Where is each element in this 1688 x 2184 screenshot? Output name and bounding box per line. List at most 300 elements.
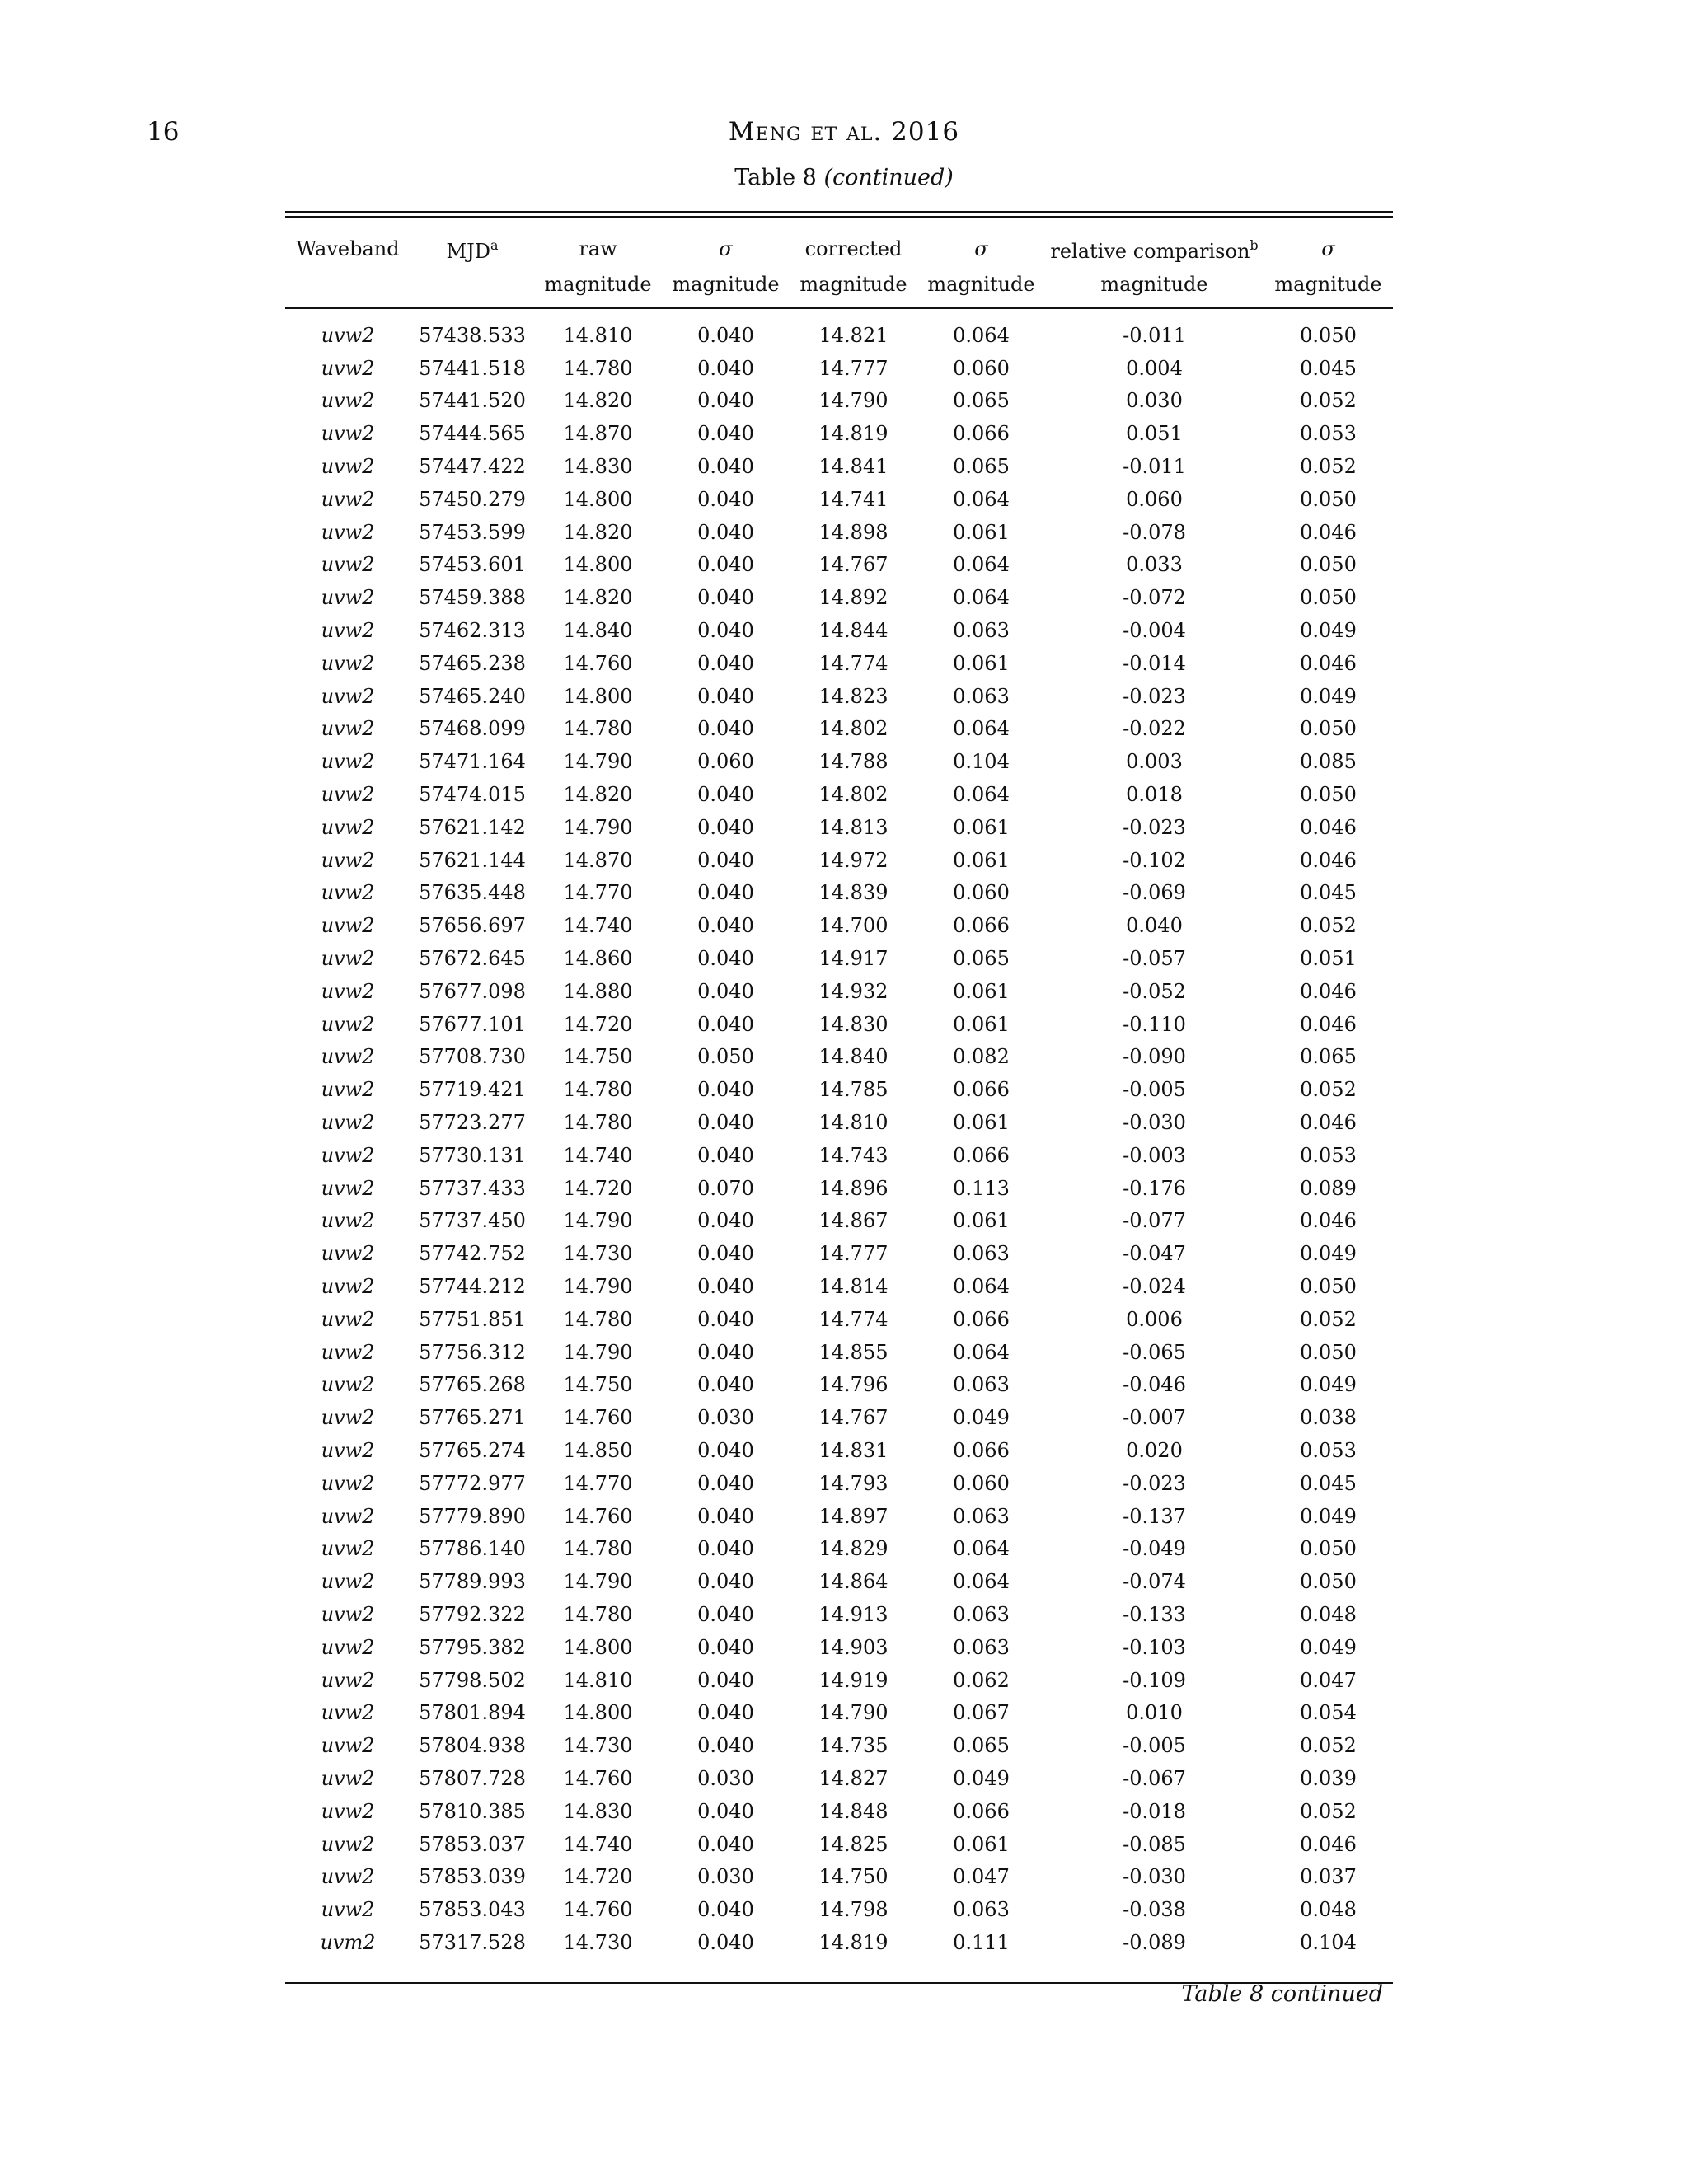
cell-relative-sigma: 0.050 xyxy=(1300,717,1357,741)
cell-waveband: uvw2 xyxy=(321,553,375,577)
cell-relative-comparison: -0.078 xyxy=(1123,520,1186,544)
cell-waveband: uvw2 xyxy=(321,1734,375,1758)
cell-relative-comparison: -0.018 xyxy=(1123,1799,1186,1823)
cell-relative-sigma: 0.052 xyxy=(1300,1307,1357,1331)
cell-mjd: 57465.240 xyxy=(419,684,526,708)
cell-waveband: uvw2 xyxy=(321,619,375,643)
cell-corrected-mag: 14.867 xyxy=(818,1209,889,1233)
cell-relative-comparison: -0.085 xyxy=(1123,1832,1186,1856)
cell-raw-mag: 14.740 xyxy=(563,1143,633,1167)
cell-raw-mag: 14.800 xyxy=(563,487,633,511)
cell-waveband: uvw2 xyxy=(321,783,375,807)
cell-mjd: 57804.938 xyxy=(419,1734,526,1758)
col-header-waveband: Waveband xyxy=(296,237,400,260)
cell-mjd: 57459.388 xyxy=(419,586,526,610)
cell-relative-sigma: 0.037 xyxy=(1300,1865,1357,1889)
cell-corrected-mag: 14.743 xyxy=(818,1143,889,1167)
cell-relative-comparison: -0.077 xyxy=(1123,1209,1186,1233)
cell-waveband: uvw2 xyxy=(321,1111,375,1135)
cell-corrected-sigma: 0.065 xyxy=(953,389,1010,413)
cell-raw-mag: 14.720 xyxy=(563,1012,633,1036)
cell-mjd: 57444.565 xyxy=(419,422,526,446)
cell-raw-sigma: 0.040 xyxy=(697,1209,754,1233)
cell-raw-mag: 14.780 xyxy=(563,1078,633,1102)
cell-corrected-mag: 14.774 xyxy=(818,651,889,675)
cell-waveband: uvw2 xyxy=(321,1275,375,1298)
cell-relative-comparison: 0.020 xyxy=(1126,1438,1183,1462)
cell-raw-mag: 14.810 xyxy=(563,1668,633,1692)
cell-mjd: 57853.043 xyxy=(419,1898,526,1922)
cell-corrected-mag: 14.796 xyxy=(818,1373,889,1397)
table-row xyxy=(285,1237,1393,1270)
cell-waveband: uvw2 xyxy=(321,323,375,347)
cell-waveband: uvw2 xyxy=(321,1799,375,1823)
cell-relative-comparison: -0.023 xyxy=(1123,815,1186,839)
cell-relative-comparison: -0.110 xyxy=(1123,1012,1186,1036)
table-row xyxy=(285,1270,1393,1303)
cell-raw-sigma: 0.040 xyxy=(697,1930,754,1954)
cell-waveband: uvw2 xyxy=(321,914,375,938)
cell-raw-mag: 14.730 xyxy=(563,1242,633,1266)
col-subheader: magnitude xyxy=(534,268,662,308)
col-subheader xyxy=(410,268,534,308)
table-row xyxy=(285,516,1393,549)
cell-raw-mag: 14.720 xyxy=(563,1176,633,1200)
table-row xyxy=(285,811,1393,844)
cell-relative-comparison: -0.030 xyxy=(1123,1111,1186,1135)
cell-corrected-mag: 14.813 xyxy=(818,815,889,839)
cell-waveband: uvw2 xyxy=(321,750,375,774)
table-caption xyxy=(0,165,1688,190)
cell-corrected-sigma: 0.064 xyxy=(953,1275,1010,1298)
cell-raw-sigma: 0.040 xyxy=(697,1832,754,1856)
cell-corrected-mag: 14.903 xyxy=(818,1635,889,1659)
cell-corrected-mag: 14.840 xyxy=(818,1045,889,1069)
table-row xyxy=(285,1664,1393,1697)
cell-waveband: uvw2 xyxy=(321,1209,375,1233)
cell-waveband: uvw2 xyxy=(321,947,375,971)
table-row xyxy=(285,1926,1393,1982)
cell-corrected-mag: 14.785 xyxy=(818,1078,889,1102)
cell-relative-comparison: -0.089 xyxy=(1123,1930,1186,1954)
cell-raw-mag: 14.780 xyxy=(563,717,633,741)
cell-corrected-mag: 14.839 xyxy=(818,881,889,905)
cell-corrected-mag: 14.700 xyxy=(818,914,889,938)
cell-relative-sigma: 0.052 xyxy=(1300,1799,1357,1823)
cell-corrected-sigma: 0.061 xyxy=(953,848,1010,872)
table-row xyxy=(285,1172,1393,1205)
cell-waveband: uvw2 xyxy=(321,1504,375,1528)
cell-corrected-sigma: 0.064 xyxy=(953,717,1010,741)
col-subheader: magnitude xyxy=(662,268,790,308)
cell-raw-sigma: 0.040 xyxy=(697,422,754,446)
cell-waveband: uvw2 xyxy=(321,881,375,905)
table-row xyxy=(285,909,1393,942)
col-header-raw: raw xyxy=(579,237,617,260)
cell-relative-comparison: -0.052 xyxy=(1123,979,1186,1003)
cell-waveband: uvw2 xyxy=(321,487,375,511)
cell-corrected-sigma: 0.061 xyxy=(953,651,1010,675)
cell-relative-comparison: -0.067 xyxy=(1123,1766,1186,1790)
cell-mjd: 57723.277 xyxy=(419,1111,526,1135)
cell-relative-comparison: -0.011 xyxy=(1123,323,1186,347)
cell-raw-sigma: 0.040 xyxy=(697,1635,754,1659)
cell-corrected-sigma: 0.061 xyxy=(953,1111,1010,1135)
cell-raw-mag: 14.790 xyxy=(563,1209,633,1233)
cell-relative-sigma: 0.045 xyxy=(1300,1471,1357,1495)
table-row xyxy=(285,1303,1393,1336)
cell-raw-sigma: 0.040 xyxy=(697,1143,754,1167)
cell-raw-mag: 14.790 xyxy=(563,750,633,774)
cell-raw-sigma: 0.040 xyxy=(697,684,754,708)
table-row xyxy=(285,1008,1393,1041)
table-row xyxy=(285,942,1393,975)
cell-relative-sigma: 0.085 xyxy=(1300,750,1357,774)
cell-corrected-mag: 14.917 xyxy=(818,947,889,971)
cell-relative-sigma: 0.053 xyxy=(1300,1143,1357,1167)
cell-corrected-mag: 14.788 xyxy=(818,750,889,774)
cell-raw-mag: 14.870 xyxy=(563,422,633,446)
cell-relative-comparison: -0.024 xyxy=(1123,1275,1186,1298)
cell-relative-sigma: 0.052 xyxy=(1300,1734,1357,1758)
cell-relative-sigma: 0.050 xyxy=(1300,1537,1357,1561)
cell-waveband: uvw2 xyxy=(321,1766,375,1790)
footnote-marker-b: b xyxy=(1250,237,1259,253)
cell-relative-comparison: -0.102 xyxy=(1123,848,1186,872)
table-row xyxy=(285,308,1393,352)
cell-raw-mag: 14.790 xyxy=(563,1570,633,1594)
cell-corrected-mag: 14.793 xyxy=(818,1471,889,1495)
cell-raw-sigma: 0.040 xyxy=(697,1340,754,1364)
cell-raw-mag: 14.760 xyxy=(563,1766,633,1790)
cell-mjd: 57635.448 xyxy=(419,881,526,905)
cell-relative-sigma: 0.050 xyxy=(1300,1340,1357,1364)
cell-relative-comparison: -0.103 xyxy=(1123,1635,1186,1659)
cell-corrected-mag: 14.972 xyxy=(818,848,889,872)
cell-waveband: uvw2 xyxy=(321,684,375,708)
cell-raw-sigma: 0.040 xyxy=(697,1078,754,1102)
cell-mjd: 57737.450 xyxy=(419,1209,526,1233)
cell-corrected-sigma: 0.062 xyxy=(953,1668,1010,1692)
cell-mjd: 57708.730 xyxy=(419,1045,526,1069)
cell-corrected-mag: 14.827 xyxy=(818,1766,889,1790)
cell-raw-sigma: 0.040 xyxy=(697,651,754,675)
cell-corrected-mag: 14.790 xyxy=(818,389,889,413)
cell-corrected-mag: 14.814 xyxy=(818,1275,889,1298)
cell-mjd: 57853.039 xyxy=(419,1865,526,1889)
cell-relative-sigma: 0.049 xyxy=(1300,1504,1357,1528)
table-row xyxy=(285,1828,1393,1861)
cell-corrected-sigma: 0.104 xyxy=(953,750,1010,774)
cell-raw-mag: 14.720 xyxy=(563,1865,633,1889)
cell-relative-sigma: 0.049 xyxy=(1300,684,1357,708)
cell-mjd: 57447.422 xyxy=(419,455,526,479)
cell-relative-sigma: 0.039 xyxy=(1300,1766,1357,1790)
table-row xyxy=(285,483,1393,516)
cell-mjd: 57756.312 xyxy=(419,1340,526,1364)
cell-raw-sigma: 0.040 xyxy=(697,848,754,872)
table-row xyxy=(285,1860,1393,1893)
cell-raw-mag: 14.780 xyxy=(563,356,633,380)
cell-mjd: 57453.601 xyxy=(419,553,526,577)
cell-raw-sigma: 0.070 xyxy=(697,1176,754,1200)
cell-raw-mag: 14.760 xyxy=(563,1406,633,1430)
cell-waveband: uvw2 xyxy=(321,422,375,446)
cell-corrected-sigma: 0.061 xyxy=(953,815,1010,839)
cell-raw-mag: 14.860 xyxy=(563,947,633,971)
cell-mjd: 57779.890 xyxy=(419,1504,526,1528)
cell-relative-sigma: 0.046 xyxy=(1300,848,1357,872)
cell-corrected-sigma: 0.064 xyxy=(953,1340,1010,1364)
cell-corrected-mag: 14.864 xyxy=(818,1570,889,1594)
cell-corrected-mag: 14.767 xyxy=(818,553,889,577)
cell-mjd: 57751.851 xyxy=(419,1307,526,1331)
cell-raw-sigma: 0.040 xyxy=(697,1242,754,1266)
col-header-mjd-label: MJD xyxy=(446,240,490,263)
table-row xyxy=(285,680,1393,713)
cell-mjd: 57798.502 xyxy=(419,1668,526,1692)
cell-relative-comparison: -0.030 xyxy=(1123,1865,1186,1889)
cell-raw-sigma: 0.050 xyxy=(697,1045,754,1069)
cell-corrected-sigma: 0.111 xyxy=(953,1930,1010,1954)
cell-corrected-mag: 14.823 xyxy=(818,684,889,708)
cell-mjd: 57737.433 xyxy=(419,1176,526,1200)
table-row xyxy=(285,1893,1393,1926)
cell-corrected-sigma: 0.061 xyxy=(953,1209,1010,1233)
cell-raw-mag: 14.850 xyxy=(563,1438,633,1462)
cell-waveband: uvw2 xyxy=(321,1898,375,1922)
cell-corrected-sigma: 0.061 xyxy=(953,1012,1010,1036)
cell-corrected-sigma: 0.064 xyxy=(953,487,1010,511)
cell-corrected-sigma: 0.065 xyxy=(953,947,1010,971)
cell-mjd: 57474.015 xyxy=(419,783,526,807)
footnote-marker-a: a xyxy=(490,237,499,253)
cell-waveband: uvw2 xyxy=(321,1176,375,1200)
cell-corrected-sigma: 0.113 xyxy=(953,1176,1010,1200)
cell-raw-mag: 14.810 xyxy=(563,323,633,347)
cell-relative-comparison: -0.022 xyxy=(1123,717,1186,741)
cell-waveband: uvw2 xyxy=(321,389,375,413)
cell-corrected-mag: 14.855 xyxy=(818,1340,889,1364)
cell-raw-sigma: 0.040 xyxy=(697,815,754,839)
cell-raw-sigma: 0.040 xyxy=(697,717,754,741)
cell-mjd: 57765.268 xyxy=(419,1373,526,1397)
cell-raw-mag: 14.770 xyxy=(563,881,633,905)
continued-note: Table 8 continued xyxy=(1181,1981,1383,2007)
cell-corrected-sigma: 0.064 xyxy=(953,783,1010,807)
table-row xyxy=(285,1696,1393,1729)
cell-relative-sigma: 0.049 xyxy=(1300,1242,1357,1266)
cell-corrected-sigma: 0.063 xyxy=(953,1504,1010,1528)
cell-mjd: 57795.382 xyxy=(419,1635,526,1659)
table-row xyxy=(285,1073,1393,1106)
cell-mjd: 57853.037 xyxy=(419,1832,526,1856)
cell-relative-comparison: 0.006 xyxy=(1126,1307,1183,1331)
cell-corrected-sigma: 0.063 xyxy=(953,1898,1010,1922)
cell-raw-sigma: 0.040 xyxy=(697,914,754,938)
cell-mjd: 57621.144 xyxy=(419,848,526,872)
cell-waveband: uvw2 xyxy=(321,1373,375,1397)
cell-raw-mag: 14.760 xyxy=(563,1504,633,1528)
cell-relative-comparison: -0.014 xyxy=(1123,651,1186,675)
col-header-sigma-raw: σ xyxy=(719,237,733,260)
cell-corrected-mag: 14.750 xyxy=(818,1865,889,1889)
cell-mjd: 57465.238 xyxy=(419,651,526,675)
cell-waveband: uvw2 xyxy=(321,1668,375,1692)
cell-raw-sigma: 0.040 xyxy=(697,1373,754,1397)
cell-corrected-sigma: 0.067 xyxy=(953,1701,1010,1725)
cell-relative-comparison: -0.074 xyxy=(1123,1570,1186,1594)
cell-relative-comparison: 0.040 xyxy=(1126,914,1183,938)
data-table xyxy=(285,218,1393,1982)
cell-relative-comparison: 0.010 xyxy=(1126,1701,1183,1725)
cell-corrected-sigma: 0.060 xyxy=(953,1471,1010,1495)
cell-corrected-mag: 14.897 xyxy=(818,1504,889,1528)
cell-raw-sigma: 0.040 xyxy=(697,1898,754,1922)
cell-corrected-sigma: 0.063 xyxy=(953,1373,1010,1397)
cell-raw-sigma: 0.040 xyxy=(697,1012,754,1036)
cell-relative-sigma: 0.050 xyxy=(1300,783,1357,807)
cell-waveband: uvw2 xyxy=(321,1012,375,1036)
cell-raw-sigma: 0.040 xyxy=(697,487,754,511)
cell-mjd: 57789.993 xyxy=(419,1570,526,1594)
cell-relative-comparison: 0.060 xyxy=(1126,487,1183,511)
table-row xyxy=(285,450,1393,483)
cell-corrected-sigma: 0.066 xyxy=(953,1799,1010,1823)
cell-raw-sigma: 0.040 xyxy=(697,783,754,807)
cell-raw-sigma: 0.040 xyxy=(697,586,754,610)
cell-corrected-sigma: 0.049 xyxy=(953,1766,1010,1790)
caption-note: (continued) xyxy=(823,165,954,190)
cell-corrected-mag: 14.844 xyxy=(818,619,889,643)
col-subheader: magnitude xyxy=(1264,268,1393,308)
cell-raw-sigma: 0.040 xyxy=(697,389,754,413)
cell-relative-comparison: -0.004 xyxy=(1123,619,1186,643)
cell-raw-mag: 14.770 xyxy=(563,1471,633,1495)
cell-relative-comparison: -0.003 xyxy=(1123,1143,1186,1167)
cell-waveband: uvw2 xyxy=(321,1242,375,1266)
cell-mjd: 57719.421 xyxy=(419,1078,526,1102)
cell-mjd: 57744.212 xyxy=(419,1275,526,1298)
cell-raw-sigma: 0.040 xyxy=(697,553,754,577)
cell-waveband: uvw2 xyxy=(321,1143,375,1167)
cell-relative-sigma: 0.050 xyxy=(1300,553,1357,577)
cell-raw-sigma: 0.040 xyxy=(697,1668,754,1692)
cell-relative-comparison: 0.030 xyxy=(1126,389,1183,413)
cell-corrected-mag: 14.831 xyxy=(818,1438,889,1462)
cell-waveband: uvw2 xyxy=(321,1570,375,1594)
cell-mjd: 57742.752 xyxy=(419,1242,526,1266)
cell-relative-comparison: -0.049 xyxy=(1123,1537,1186,1561)
cell-relative-comparison: -0.038 xyxy=(1123,1898,1186,1922)
col-header-sigma-relative: σ xyxy=(1321,237,1335,260)
cell-relative-comparison: -0.090 xyxy=(1123,1045,1186,1069)
col-subheader: magnitude xyxy=(790,268,917,308)
cell-waveband: uvw2 xyxy=(321,455,375,479)
cell-corrected-mag: 14.892 xyxy=(818,586,889,610)
cell-mjd: 57677.098 xyxy=(419,979,526,1003)
cell-corrected-mag: 14.767 xyxy=(818,1406,889,1430)
cell-mjd: 57468.099 xyxy=(419,717,526,741)
header-row-2 xyxy=(285,268,1393,308)
cell-corrected-sigma: 0.066 xyxy=(953,1143,1010,1167)
cell-relative-comparison: -0.109 xyxy=(1123,1668,1186,1692)
cell-mjd: 57810.385 xyxy=(419,1799,526,1823)
cell-waveband: uvw2 xyxy=(321,1307,375,1331)
cell-raw-mag: 14.780 xyxy=(563,1537,633,1561)
cell-relative-sigma: 0.104 xyxy=(1300,1930,1357,1954)
cell-waveband: uvw2 xyxy=(321,1438,375,1462)
cell-corrected-mag: 14.735 xyxy=(818,1734,889,1758)
cell-raw-sigma: 0.040 xyxy=(697,356,754,380)
cell-corrected-mag: 14.777 xyxy=(818,1242,889,1266)
cell-raw-mag: 14.800 xyxy=(563,553,633,577)
table-row xyxy=(285,844,1393,877)
cell-corrected-mag: 14.819 xyxy=(818,422,889,446)
cell-relative-sigma: 0.050 xyxy=(1300,487,1357,511)
cell-mjd: 57786.140 xyxy=(419,1537,526,1561)
cell-corrected-sigma: 0.061 xyxy=(953,979,1010,1003)
cell-relative-comparison: 0.018 xyxy=(1126,783,1183,807)
top-double-rule xyxy=(285,211,1393,218)
cell-corrected-sigma: 0.049 xyxy=(953,1406,1010,1430)
cell-corrected-sigma: 0.047 xyxy=(953,1865,1010,1889)
table-row xyxy=(285,352,1393,385)
page-number: 16 xyxy=(147,117,180,147)
cell-relative-sigma: 0.054 xyxy=(1300,1701,1357,1725)
col-header-relative-comparison xyxy=(1045,218,1264,268)
cell-raw-sigma: 0.030 xyxy=(697,1865,754,1889)
cell-corrected-sigma: 0.066 xyxy=(953,1438,1010,1462)
cell-relative-sigma: 0.052 xyxy=(1300,389,1357,413)
cell-raw-mag: 14.730 xyxy=(563,1930,633,1954)
cell-raw-sigma: 0.040 xyxy=(697,1471,754,1495)
cell-raw-sigma: 0.040 xyxy=(697,1438,754,1462)
cell-mjd: 57801.894 xyxy=(419,1701,526,1725)
table-row xyxy=(285,549,1393,582)
cell-relative-sigma: 0.050 xyxy=(1300,1275,1357,1298)
cell-corrected-mag: 14.919 xyxy=(818,1668,889,1692)
header-row-1 xyxy=(285,218,1393,268)
table-row xyxy=(285,713,1393,746)
cell-mjd: 57772.977 xyxy=(419,1471,526,1495)
table-row xyxy=(285,1467,1393,1500)
cell-raw-sigma: 0.040 xyxy=(697,1570,754,1594)
cell-corrected-mag: 14.741 xyxy=(818,487,889,511)
cell-raw-mag: 14.870 xyxy=(563,848,633,872)
table-row xyxy=(285,385,1393,418)
cell-corrected-sigma: 0.066 xyxy=(953,914,1010,938)
table-row xyxy=(285,581,1393,614)
col-subheader: magnitude xyxy=(917,268,1045,308)
cell-waveband: uvw2 xyxy=(321,651,375,675)
cell-relative-sigma: 0.049 xyxy=(1300,1635,1357,1659)
cell-raw-mag: 14.760 xyxy=(563,1898,633,1922)
cell-relative-comparison: -0.069 xyxy=(1123,881,1186,905)
cell-raw-sigma: 0.060 xyxy=(697,750,754,774)
cell-raw-mag: 14.880 xyxy=(563,979,633,1003)
cell-corrected-sigma: 0.065 xyxy=(953,1734,1010,1758)
cell-waveband: uvw2 xyxy=(321,1340,375,1364)
cell-corrected-mag: 14.841 xyxy=(818,455,889,479)
cell-raw-mag: 14.830 xyxy=(563,1799,633,1823)
cell-relative-sigma: 0.050 xyxy=(1300,586,1357,610)
cell-mjd: 57462.313 xyxy=(419,619,526,643)
table-row xyxy=(285,647,1393,680)
cell-raw-sigma: 0.040 xyxy=(697,1602,754,1626)
cell-corrected-sigma: 0.061 xyxy=(953,520,1010,544)
cell-corrected-sigma: 0.064 xyxy=(953,553,1010,577)
